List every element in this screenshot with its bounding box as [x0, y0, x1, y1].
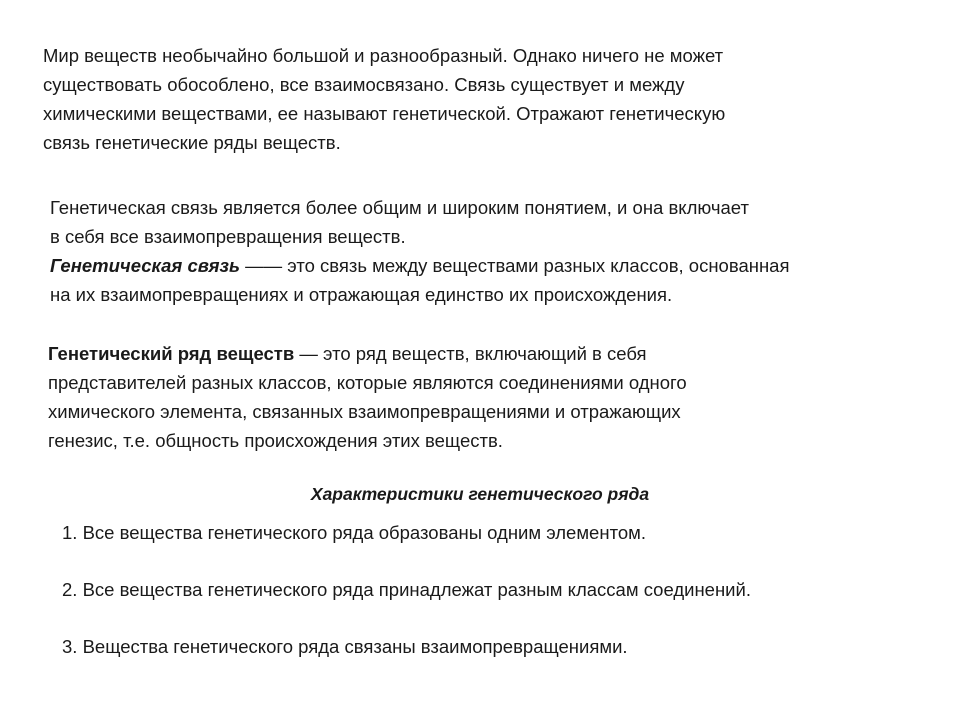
genetic-series-definition: — это ряд веществ, включающий в себя — [294, 343, 647, 364]
genetic-series-line: химического элемента, связанных взаимопревращениями и отражающих — [48, 401, 681, 422]
characteristic-item: 2. Все вещества генетического ряда принадлежат разным классам соединений. — [62, 579, 751, 600]
intro-line: связь генетические ряды веществ. — [43, 132, 341, 153]
intro-line: химическими веществами, ее называют генетической. Отражают генетическую — [43, 103, 726, 124]
genetic-link-paragraph — [50, 193, 930, 309]
characteristic-item: 1. Все вещества генетического ряда образованы одним элементом. — [62, 522, 646, 543]
genetic-link-term: Генетическая связь — [50, 255, 240, 276]
intro-paragraph — [43, 41, 923, 157]
genetic-series-line: представителей разных классов, которые являются соединениями одного — [48, 372, 687, 393]
genetic-link-line: Генетическая связь является более общим и широким понятием, и она включает — [50, 197, 749, 218]
intro-line: Мир веществ необычайно большой и разнообразный. Однако ничего не может — [43, 45, 724, 66]
genetic-link-line: в себя все взаимопревращения веществ. — [50, 226, 406, 247]
genetic-link-definition-line — [50, 251, 930, 280]
genetic-link-line: на их взаимопревращениях и отражающая единство их происхождения. — [50, 284, 673, 305]
genetic-series-term: Генетический ряд веществ — [48, 343, 295, 364]
genetic-series-definition-line — [48, 339, 928, 368]
intro-line: существовать обособлено, все взаимосвязано. Связь существует и между — [43, 74, 685, 95]
genetic-series-paragraph — [48, 339, 928, 455]
characteristic-item: 3. Вещества генетического ряда связаны взаимопревращениями. — [62, 636, 628, 657]
genetic-link-definition: —— это связь между веществами разных классов, основанная — [240, 255, 790, 276]
genetic-series-line: генезис, т.е. общность происхождения этих веществ. — [48, 430, 503, 451]
characteristics-heading: Характеристики генетического ряда — [310, 484, 650, 504]
